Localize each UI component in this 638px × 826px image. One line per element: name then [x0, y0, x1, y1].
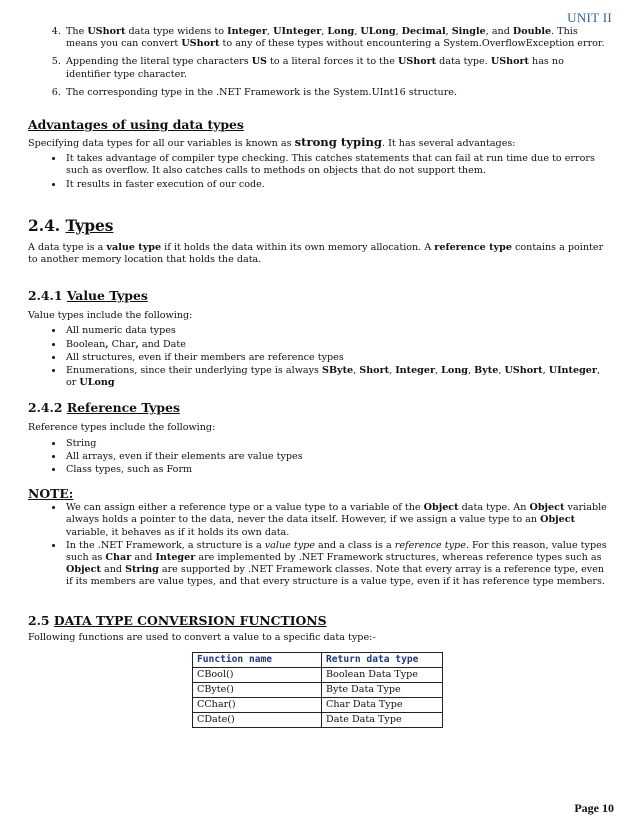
table-cell: CByte()	[193, 682, 322, 697]
unit-label: UNIT II	[567, 10, 612, 25]
table-header-row	[193, 652, 443, 667]
table-cell: CDate()	[193, 712, 322, 727]
section-heading-types: 2.4. Types	[28, 216, 114, 235]
list-item: • String	[64, 438, 610, 450]
section-heading-reference-types: 2.4.2 Reference Types	[28, 400, 180, 416]
advantages-list	[28, 153, 610, 191]
list-item: 4. The UShort data type widens to Integer, UInteger, Long, ULong, Decimal, Single, and Double. This means you can convert UShort to any of these types without encountering a System.OverflowException error.	[64, 26, 610, 50]
document-body	[28, 26, 610, 728]
section-heading-conversion: 2.5 DATA TYPE CONVERSION FUNCTIONS	[28, 612, 327, 628]
table-cell: Byte Data Type	[322, 682, 443, 697]
advantages-intro: Specifying data types for all our variables is known as strong typing. It has several advantages:	[28, 135, 516, 150]
section-heading-value-types: 2.4.1 Value Types	[28, 288, 148, 304]
conversion-table	[192, 652, 443, 728]
reference-types-intro: Reference types include the following:	[28, 422, 216, 434]
list-item: • All structures, even if their members are reference types	[64, 352, 610, 364]
ushort-list	[28, 26, 610, 99]
list-item: 5. Appending the literal type characters US to a literal forces it to the UShort data type. UShort has no identifier type character.	[64, 56, 610, 80]
table-row	[193, 667, 443, 682]
page-number: Page 10	[574, 801, 614, 815]
list-item: • Boolean, Char, and Date	[64, 339, 610, 351]
reference-types-list	[28, 438, 610, 477]
value-types-list	[28, 325, 610, 389]
list-item: 6. The corresponding type in the .NET Framework is the System.UInt16 structure.	[64, 87, 610, 99]
list-item: • We can assign either a reference type or a value type to a variable of the Object data type. An Object variable always holds a pointer to the data, never the data itself. However, if we assign a value type to an Object variable, it behaves as if it holds its own data.	[64, 502, 610, 539]
table-cell: Date Data Type	[322, 712, 443, 727]
list-item: • It takes advantage of compiler type checking. This catches statements that can fail at run time due to errors such as overflow. It also catches calls to methods on objects that do not support them.	[64, 153, 610, 177]
list-item: • It results in faster execution of our code.	[64, 179, 610, 191]
table-row	[193, 697, 443, 712]
advantages-heading: Advantages of using data types	[28, 117, 244, 133]
table-cell: CChar()	[193, 697, 322, 712]
list-item: • All numeric data types	[64, 325, 610, 337]
note-list	[28, 502, 610, 588]
conversion-intro: Following functions are used to convert a value to a specific data type:-	[28, 631, 376, 643]
list-item: • In the .NET Framework, a structure is a value type and a class is a reference type. For this reason, value types such as Char and Integer are implemented by .NET Framework structures, whereas reference types such as Object and String are supported by .NET Framework classes. Note that every array is a reference type, even if its members are value types, and that every structure is a value type, even if it has reference type members.	[64, 540, 610, 589]
value-types-intro: Value types include the following:	[28, 310, 193, 322]
table-row	[193, 712, 443, 727]
table-cell: Char Data Type	[322, 697, 443, 712]
column-header: Function name	[193, 652, 322, 667]
list-item: • All arrays, even if their elements are value types	[64, 451, 610, 463]
list-item: • Class types, such as Form	[64, 464, 610, 476]
table-row	[193, 682, 443, 697]
table-cell: Boolean Data Type	[322, 667, 443, 682]
note-heading: NOTE:	[28, 486, 74, 502]
table-cell: CBool()	[193, 667, 322, 682]
types-intro: A data type is a value type if it holds the data within its own memory allocation. A reference type contains a pointer to another memory location that holds the data.	[28, 241, 604, 266]
column-header: Return data type	[322, 652, 443, 667]
list-item: • Enumerations, since their underlying type is always SByte, Short, Integer, Long, Byte, UShort, UInteger, or ULong	[64, 365, 610, 389]
